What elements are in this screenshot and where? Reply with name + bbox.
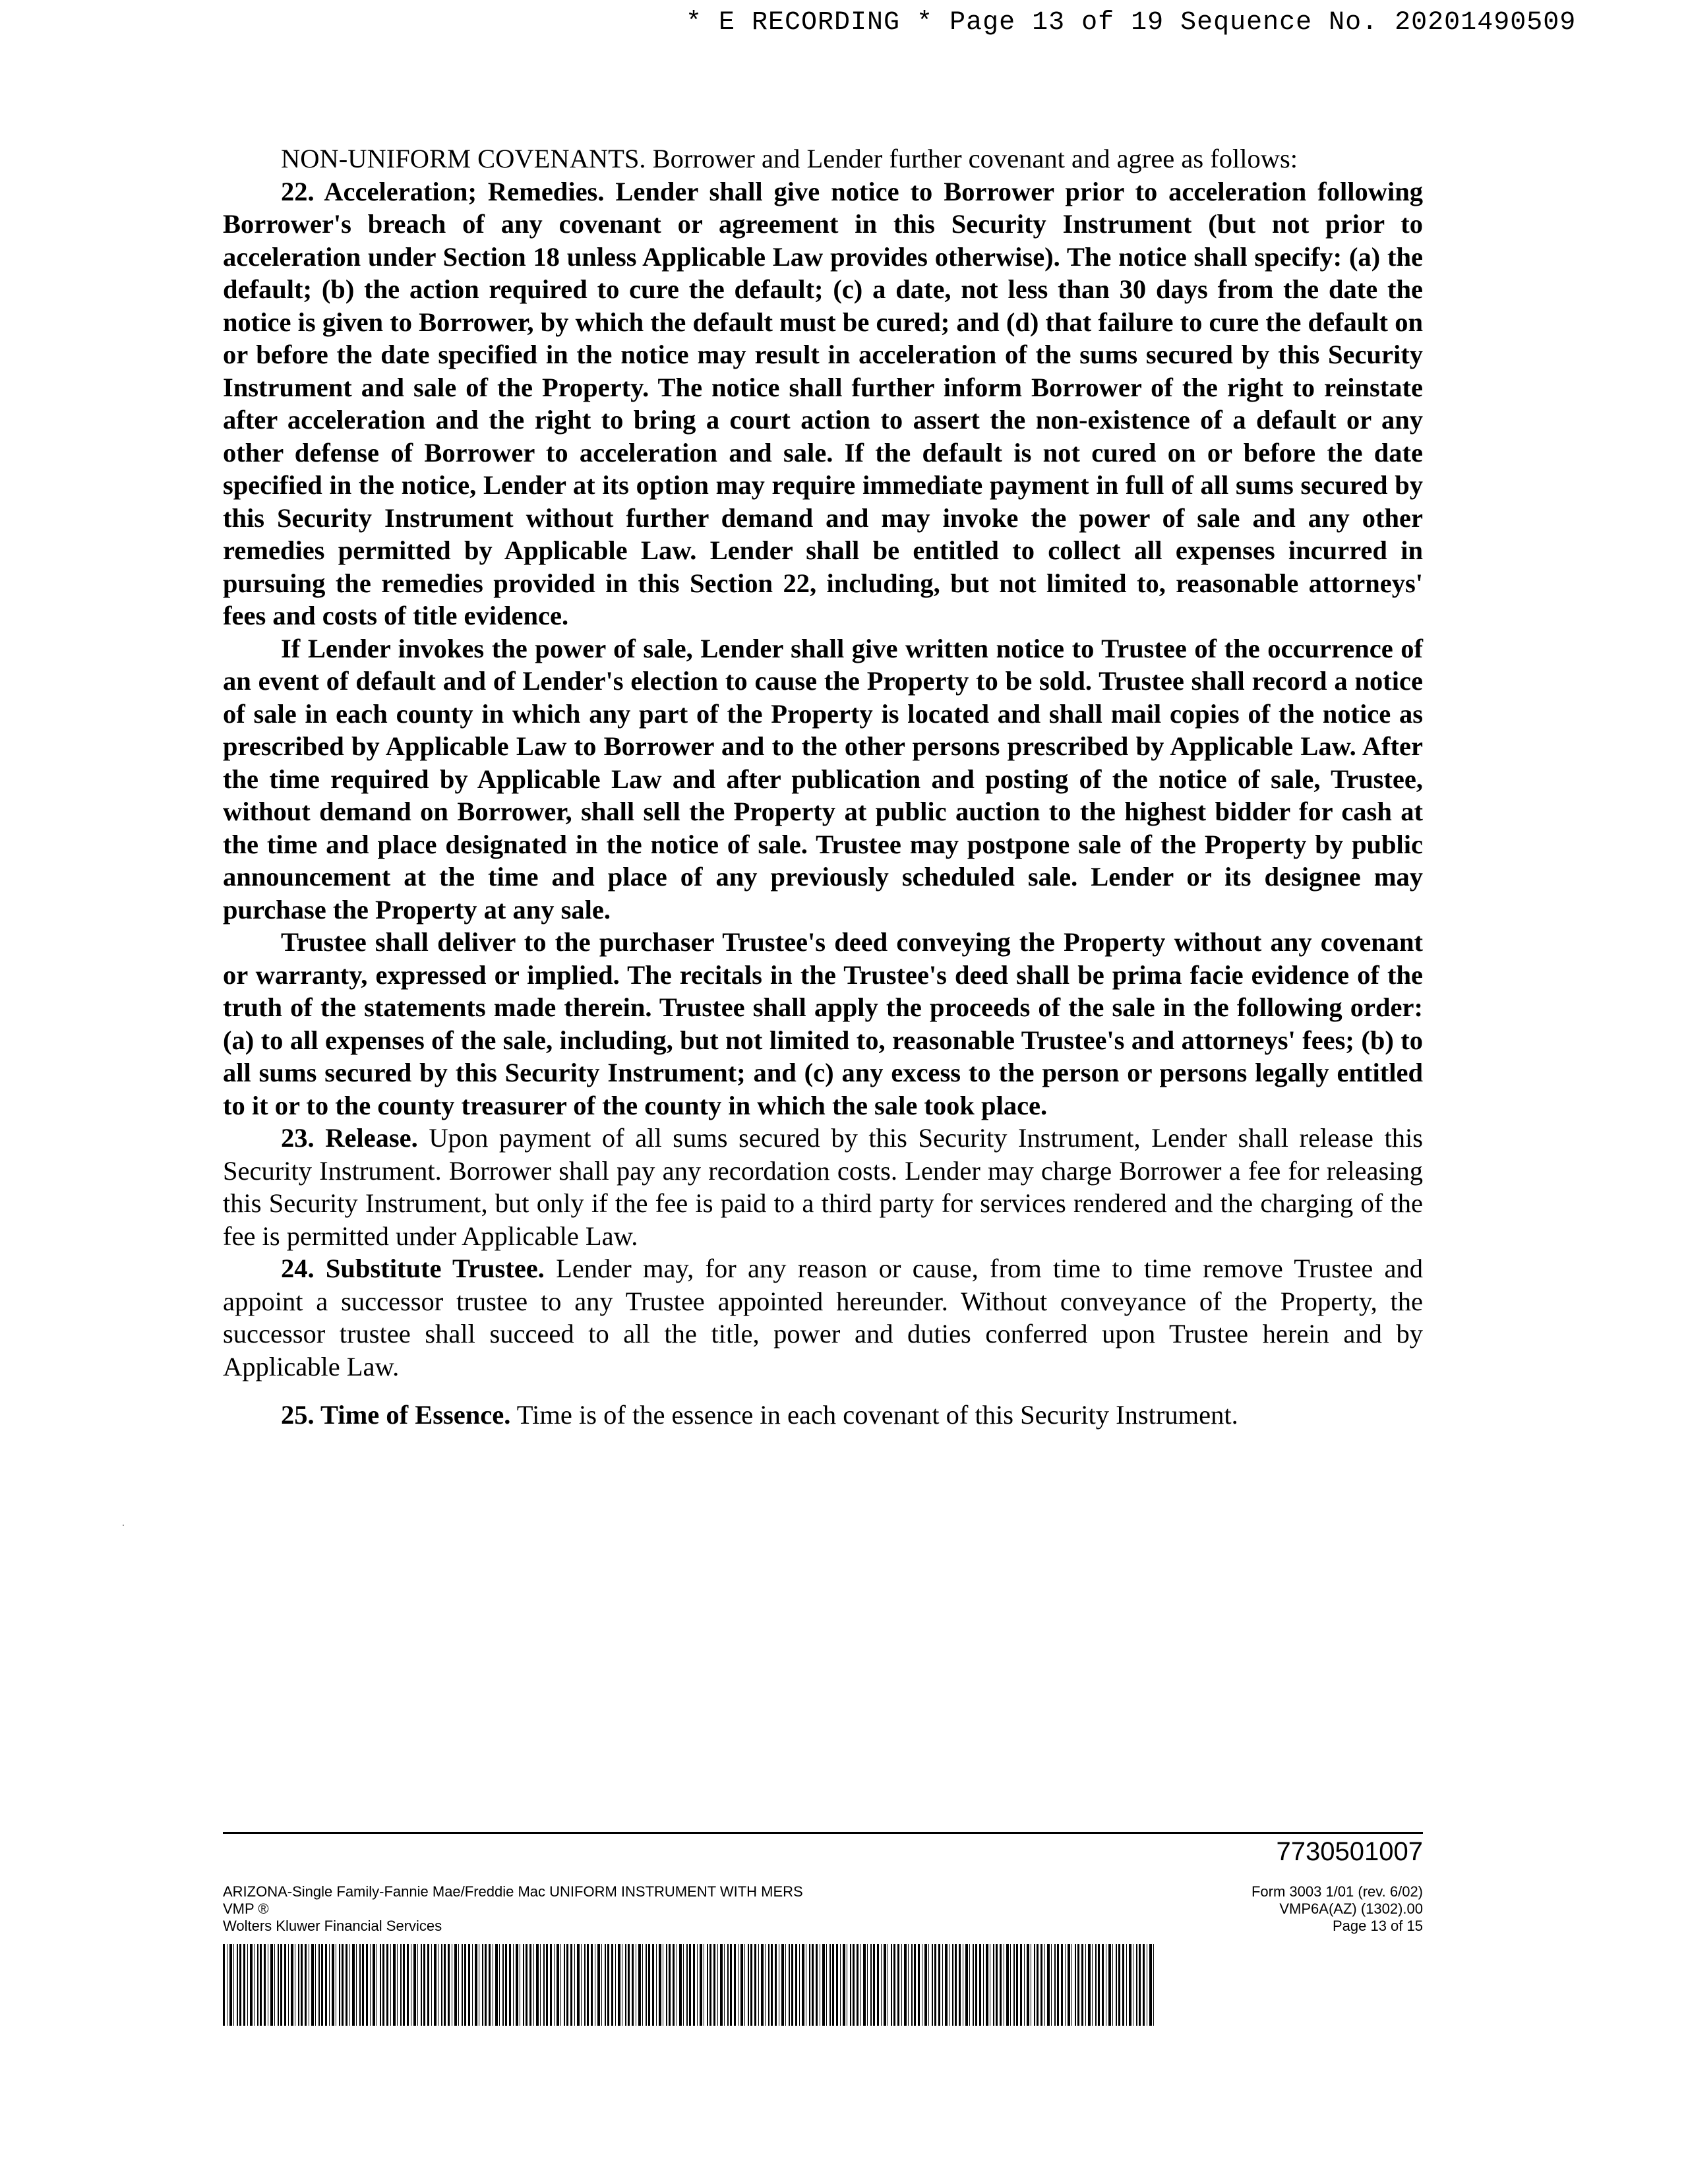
form-title: ARIZONA-Single Family-Fannie Mae/Freddie Mac UNIFORM INSTRUMENT WITH MERS [223,1883,803,1900]
section-25-heading: 25. Time of Essence. [281,1400,511,1430]
form-code: VMP6A(AZ) (1302).00 [1279,1900,1423,1917]
section-22-paragraph-1 [223,175,1423,632]
section-24-heading: 24. Substitute Trustee. [281,1254,545,1283]
footer-form-info [223,1883,1080,1935]
recording-stamp: * E RECORDING * Page 13 of 19 Sequence No. 20201490509 [686,8,1577,38]
form-number: Form 3003 1/01 (rev. 6/02) [1251,1883,1423,1900]
section-23-paragraph [223,1122,1423,1252]
barcode [223,1944,1154,2026]
section-24-paragraph [223,1252,1423,1383]
section-25-paragraph [223,1399,1423,1432]
section-22-paragraph-3: Trustee shall deliver to the purchaser Trustee's deed conveying the Property without any covenant or warranty, expressed or implied. The recitals in the Trustee's deed shall be prima facie evidence of the truth of the statements made therein. Trustee shall apply the proceeds of the sale in the following order: (a) to all expenses of the sale, including, but not limited to, reasonable Trustee's and attorneys' fees; (b) to all sums secured by this Security Instrument; and (c) any excess to the person or persons legally entitled to it or to the county treasurer of the county in which the sale took place. [223,927,1423,1120]
section-23-text: Upon payment of all sums secured by this Security Instrument, Lender shall release this Security Instrument. Borrower shall pay any recordation costs. Lender may charge Borrower a fee for releasing this Security Instrument, but only if the fee is paid to a third party for services rendered and the charging of the fee is permitted under Applicable Law. [223,1123,1423,1251]
scan-speck [123,1525,124,1526]
section-22-heading: 22. Acceleration; Remedies. [281,176,605,206]
footer-divider [223,1832,1423,1834]
vmp-mark: VMP ® [223,1900,269,1917]
footer-form-codes [1121,1883,1423,1935]
section-22-text-1: Lender shall give notice to Borrower prior to acceleration following Borrower's breach of any covenant or agreement in this Security Instrument (but not prior to acceleration under Section 18 unless Applicable Law provides otherwise). The notice shall specify: (a) the default; (b) the action required to cure the default; (c) a date, not less than 30 days from the date the notice is given to Borrower, by which the default must be cured; and (d) that failure to cure the default on or before the date specified in the notice may result in acceleration of the sums secured by this Security Instrument and sale of the Property. The notice shall further inform Borrower of the right to reinstate after acceleration and the right to bring a court action to assert the non-existence of a default or any other defense of Borrower to acceleration and sale. If the default is not cured on or before the date specified in the notice, Lender at its option may require immediate payment in full of all sums secured by this Security Instrument without further demand and may invoke the power of sale and any other remedies permitted by Applicable Law. Lender shall be entitled to collect all expenses incurred in pursuing the remedies provided in this Section 22, including, but not limited to, reasonable attorneys' fees and costs of title evidence. [223,176,1423,630]
section-25-text: Time is of the essence in each covenant of this Security Instrument. [516,1400,1238,1430]
non-uniform-covenants-intro: NON-UNIFORM COVENANTS. Borrower and Lender further covenant and agree as follows: [281,144,1298,173]
section-22-paragraph-2: If Lender invokes the power of sale, Lender shall give written notice to Trustee of the occurrence of an event of default and of Lender's election to cause the Property to be sold. Trustee shall record a notice of sale in each county in which any part of the Property is located and shall mail copies of the notice as prescribed by Applicable Law to Borrower and to the other persons prescribed by Applicable Law. After the time required by Applicable Law and after publication and posting of the notice of sale, Trustee, without demand on Borrower, shall sell the Property at public auction to the highest bidder for cash at the time and place designated in the notice of sale. Trustee may postpone sale of the Property by public announcement at the time and place of any previously scheduled sale. Lender or its designee may purchase the Property at any sale. [223,633,1423,925]
section-23-heading: 23. Release. [281,1123,418,1153]
document-body [223,142,1423,1432]
publisher: Wolters Kluwer Financial Services [223,1918,442,1934]
loan-number: 7730501007 [1276,1837,1423,1866]
page-number: Page 13 of 15 [1332,1918,1423,1934]
section-24-text: Lender may, for any reason or cause, from time to time remove Trustee and appoint a successor trustee to any Trustee appointed hereunder. Without conveyance of the Property, the successor trustee shall succeed to all the title, power and duties conferred upon Trustee herein and by Applicable Law. [223,1254,1423,1381]
